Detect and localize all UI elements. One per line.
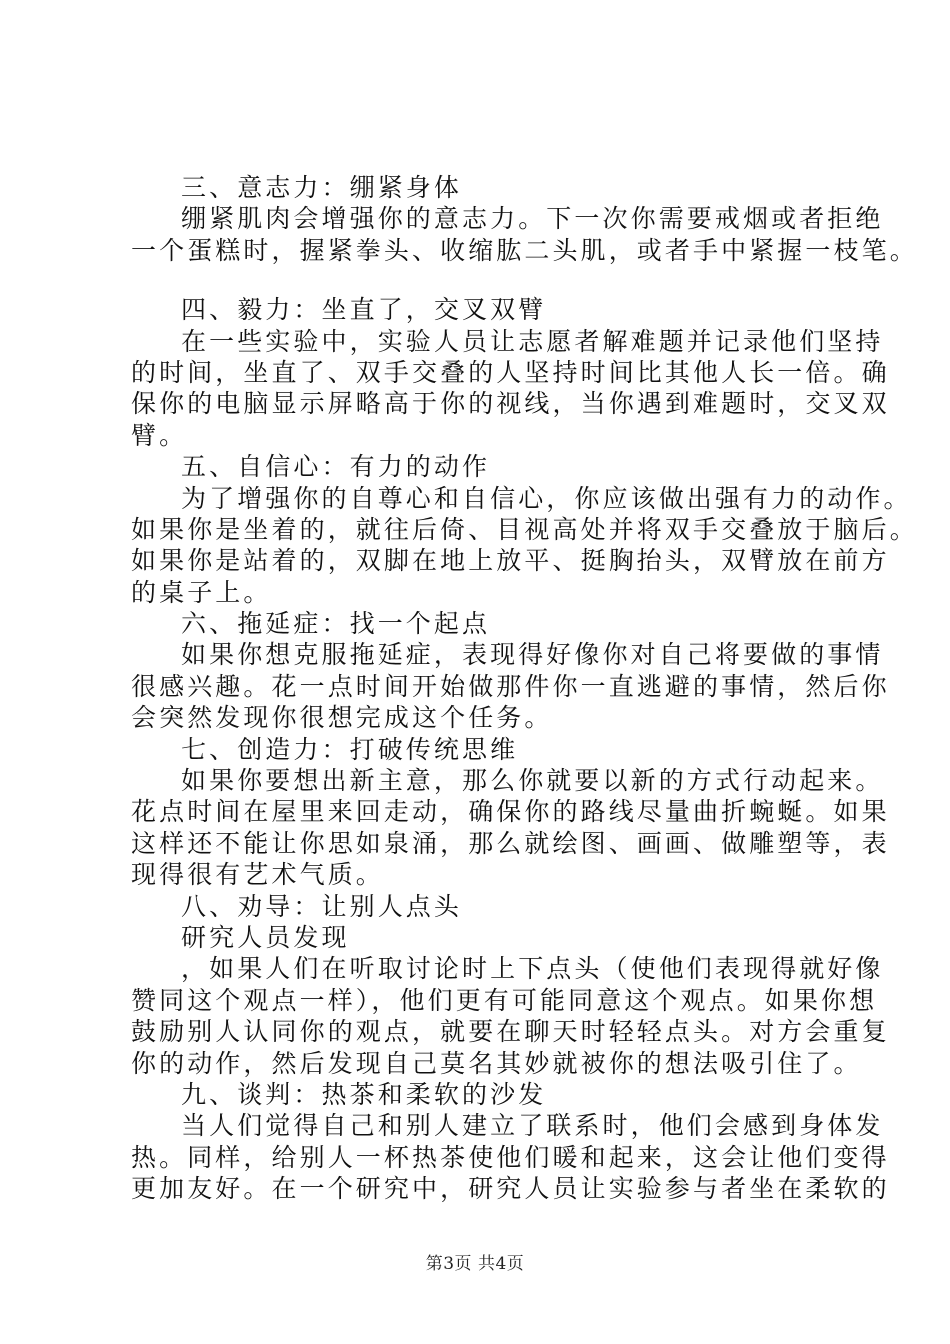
section-heading: 八、劝导：让别人点头: [181, 891, 463, 921]
paragraph-line: 赞同这个观点一样），他们更有可能同意这个观点。如果你想: [131, 985, 878, 1015]
paragraph-line: 如果你是站着的，双脚在地上放平、挺胸抬头，双臂放在前方: [131, 546, 890, 576]
paragraph-line: 如果你想克服拖延症，表现得好像你对自己将要做的事情: [181, 640, 884, 670]
paragraph-line: 这样还不能让你思如泉涌，那么就绘图、画画、做雕塑等，表: [131, 828, 890, 858]
paragraph-line: 如果你要想出新主意，那么你就要以新的方式行动起来。: [181, 766, 884, 796]
paragraph-line: 一个蛋糕时，握紧拳头、收缩肱二头肌，或者手中紧握一枝笔。: [131, 235, 918, 265]
paragraph-line: 鼓励别人认同你的观点，就要在聊天时轻轻点头。对方会重复: [131, 1017, 890, 1047]
paragraph-line: 在一些实验中，实验人员让志愿者解难题并记录他们坚持: [181, 326, 884, 356]
paragraph-line: 的时间，坐直了、双手交叠的人坚持时间比其他人长一倍。确: [131, 357, 890, 387]
section-heading: 九、谈判：热茶和柔软的沙发: [181, 1079, 547, 1109]
paragraph-line: 热。同样，给别人一杯热茶使他们暖和起来，这会让他们变得: [131, 1142, 890, 1172]
paragraph-line: 研究人员发现: [181, 922, 350, 952]
paragraph-line: 现得很有艺术气质。: [131, 860, 384, 890]
paragraph-line: 更加友好。在一个研究中，研究人员让实验参与者坐在柔软的: [131, 1174, 890, 1204]
paragraph-line: 为了增强你的自尊心和自信心，你应该做出强有力的动作。: [181, 483, 912, 513]
section-heading: 四、毅力：坐直了，交叉双臂: [181, 295, 547, 325]
document-body: [131, 172, 918, 1205]
paragraph-line: 花点时间在屋里来回走动，确保你的路线尽量曲折蜿蜒。如果: [131, 797, 890, 827]
paragraph-line: 臂。: [131, 420, 188, 450]
paragraph-line: 当人们觉得自己和别人建立了联系时，他们会感到身体发: [181, 1111, 884, 1141]
section-heading: 六、拖延症：找一个起点: [181, 609, 491, 639]
paragraph-line: 你的动作，然后发现自己莫名其妙就被你的想法吸引住了。: [131, 1048, 862, 1078]
paragraph-line: 如果你是坐着的，就往后倚、目视高处并将双手交叠放于脑后。: [131, 514, 918, 544]
paragraph-line: 保你的电脑显示屏略高于你的视线，当你遇到难题时，交叉双: [131, 389, 890, 419]
paragraph-line: ，如果人们在听取讨论时上下点头（使他们表现得就好像: [181, 954, 884, 984]
paragraph-line: 绷紧肌肉会增强你的意志力。下一次你需要戒烟或者拒绝: [181, 204, 884, 234]
section-heading: 五、自信心：有力的动作: [181, 452, 491, 482]
section-heading: 七、创造力：打破传统思维: [181, 734, 519, 764]
page-footer: 第3页 共4页: [425, 1254, 525, 1274]
section-heading: 三、意志力：绷紧身体: [181, 173, 463, 202]
paragraph-line: 的桌子上。: [131, 577, 272, 607]
paragraph-line: 很感兴趣。花一点时间开始做那件你一直逃避的事情，然后你: [131, 671, 890, 701]
paragraph-line: 会突然发现你很想完成这个任务。: [131, 703, 553, 733]
